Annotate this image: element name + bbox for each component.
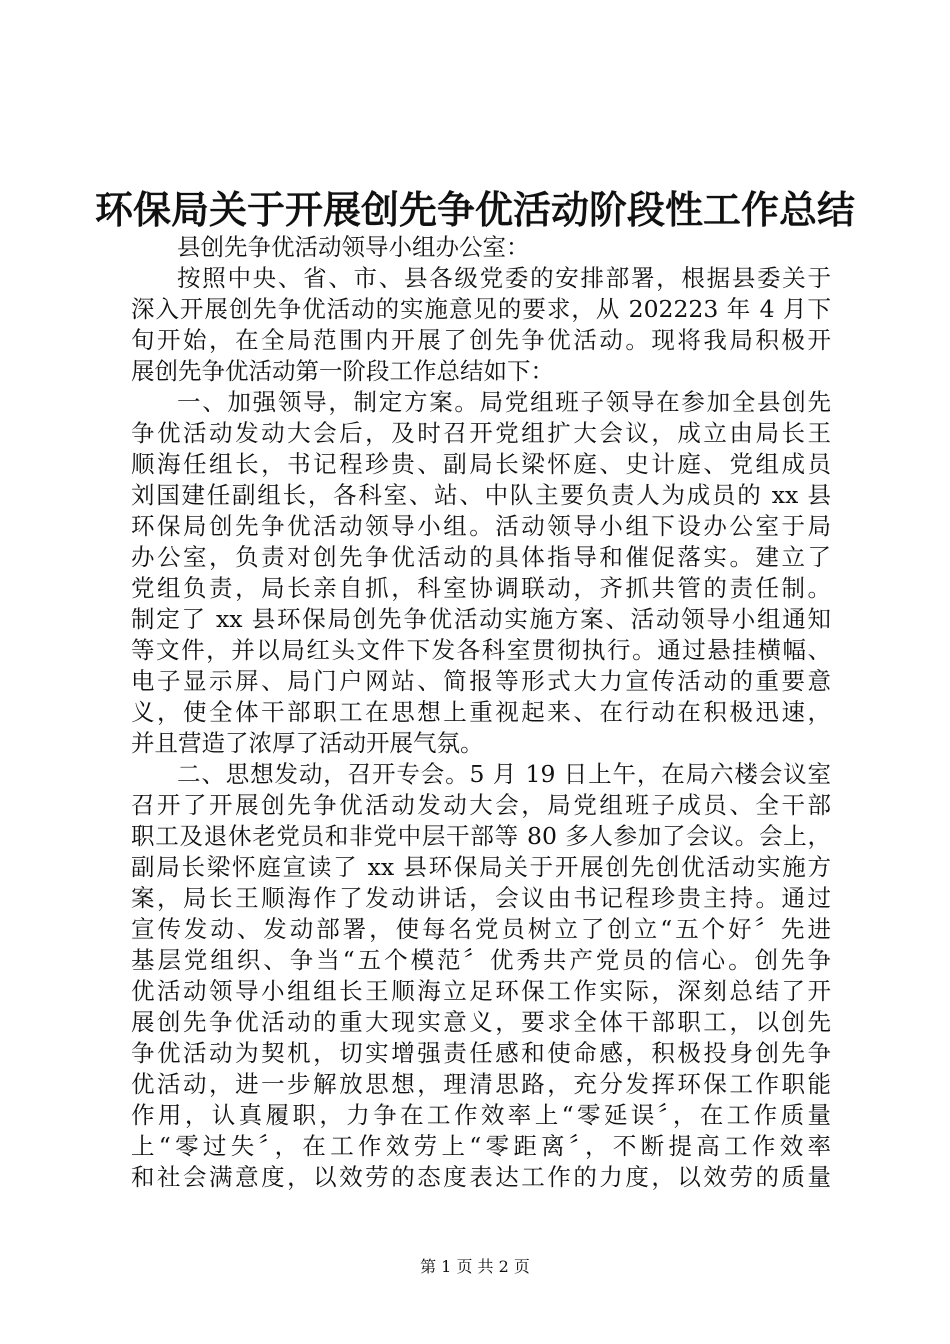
body-line: 二、思想发动，召开专会。5 月 19 日上午，在局六楼会议室 <box>177 760 831 788</box>
body-line: 案，局长王顺海作了发动讲话，会议由书记程珍贵主持。通过 <box>131 884 831 912</box>
body-line: 顺海任组长，书记程珍贵、副局长梁怀庭、史计庭、党组成员 <box>131 450 831 478</box>
body-line: 电子显示屏、局门户网站、简报等形式大力宣传活动的重要意 <box>131 667 831 695</box>
body-line: 环保局创先争优活动领导小组。活动领导小组下设办公室于局 <box>131 512 831 540</box>
body-line: 展创先争优活动的重大现实意义，要求全体干部职工，以创先 <box>131 1008 831 1036</box>
body-line: 展创先争优活动第一阶段工作总结如下： <box>131 357 554 385</box>
document-body <box>131 232 831 1193</box>
body-line: 一、加强领导，制定方案。局党组班子领导在参加全县创先 <box>177 388 831 416</box>
body-line: 基层党组织、争当“五个模范〞优秀共产党员的信心。创先争 <box>131 946 831 974</box>
body-line: 优活动，进一步解放思想，理清思路，充分发挥环保工作职能 <box>131 1070 831 1098</box>
body-line: 争优活动发动大会后，及时召开党组扩大会议，成立由局长王 <box>131 419 831 447</box>
body-line: 刘国建任副组长，各科室、站、中队主要负责人为成员的 xx 县 <box>131 481 831 509</box>
body-line: 义，使全体干部职工在思想上重视起来、在行动在积极迅速， <box>131 698 831 726</box>
body-line: 深入开展创先争优活动的实施意见的要求，从 202223 年 4 月下 <box>131 295 831 323</box>
body-line: 旬开始，在全局范围内开展了创先争优活动。现将我局积极开 <box>131 326 831 354</box>
body-line: 等文件，并以局红头文件下发各科室贯彻执行。通过悬挂横幅、 <box>131 636 831 664</box>
page-number: 第 1 页 共 2 页 <box>420 1257 530 1276</box>
body-line: 作用，认真履职，力争在工作效率上“零延误〞，在工作质量 <box>131 1101 831 1129</box>
document-title: 环保局关于开展创先争优活动阶段性工作总结 <box>94 187 855 232</box>
body-line: 党组负责，局长亲自抓，科室协调联动，齐抓共管的责任制。 <box>131 574 831 602</box>
body-line: 办公室，负责对创先争优活动的具体指导和催促落实。建立了 <box>131 543 831 571</box>
body-line: 争优活动为契机，切实增强责任感和使命感，积极投身创先争 <box>131 1039 831 1067</box>
body-line: 上“零过失〞，在工作效劳上“零距离〞，不断提高工作效率 <box>131 1132 831 1160</box>
body-line: 召开了开展创先争优活动发动大会，局党组班子成员、全干部 <box>131 791 831 819</box>
body-line: 优活动领导小组组长王顺海立足环保工作实际，深刻总结了开 <box>131 977 831 1005</box>
body-line: 副局长梁怀庭宣读了 xx 县环保局关于开展创先创优活动实施方 <box>131 853 831 881</box>
body-line: 职工及退休老党员和非党中层干部等 80 多人参加了会议。会上， <box>131 822 831 850</box>
body-line: 并且营造了浓厚了活动开展气氛。 <box>131 729 484 757</box>
body-line: 和社会满意度，以效劳的态度表达工作的力度，以效劳的质量 <box>131 1163 831 1191</box>
body-line: 按照中央、省、市、县各级党委的安排部署，根据县委关于 <box>177 264 831 292</box>
body-line: 宣传发动、发动部署，使每名党员树立了创立“五个好〞先进 <box>131 915 831 943</box>
salutation-line: 县创先争优活动领导小组办公室： <box>177 233 530 261</box>
body-line: 制定了 xx 县环保局创先争优活动实施方案、活动领导小组通知 <box>131 605 831 633</box>
